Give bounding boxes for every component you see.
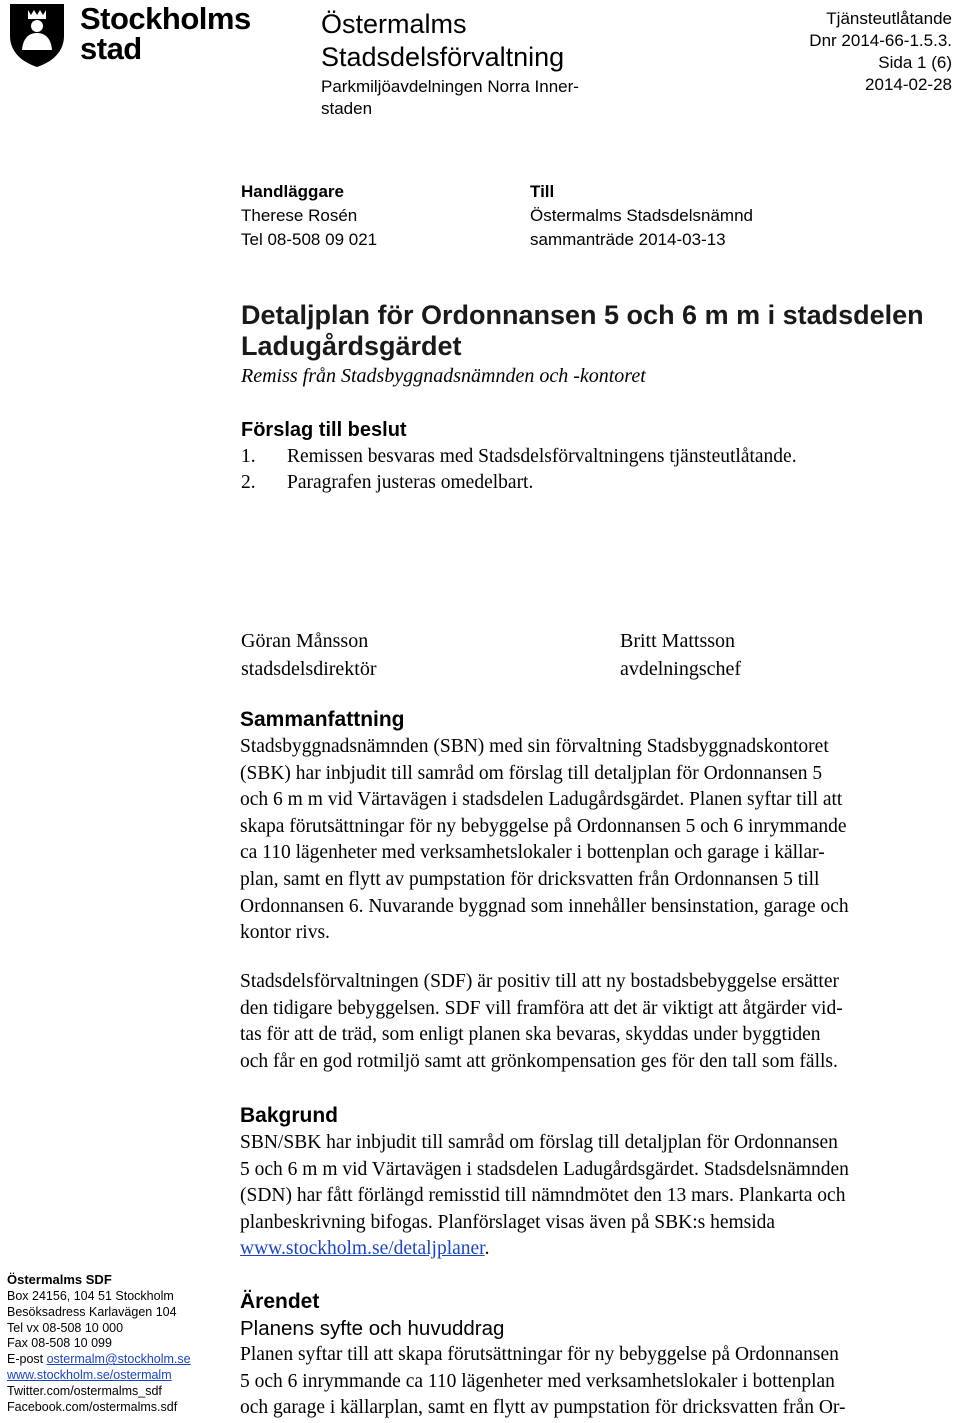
sammanfattning-section (240, 706, 958, 947)
footer-fax: Fax 08-508 10 099 (7, 1336, 112, 1351)
handlaggare-heading: Handläggare (241, 182, 344, 201)
text-line: den tidigare bebyggelsen. SDF vill framföra att det är viktigt att åtgärder vid- (240, 997, 843, 1019)
signature-name: Göran Månsson (241, 630, 369, 652)
text-line: 5 och 6 inrymmande ca 110 lägenheter med verksamhetslokaler i bottenplan (240, 1370, 835, 1392)
sammanfattning-heading: Sammanfattning (240, 708, 405, 731)
stockholms-stad-logo (8, 1, 251, 72)
logo-text-stockholms: Stockholms (80, 1, 251, 36)
text-line: Stadsbyggnadsnämnden (SBN) med sin förvaltning Stadsbyggnadskontoret (240, 736, 829, 757)
document-subtitle: Remiss från Stadsbyggnadsnämnden och -kontoret (241, 365, 646, 387)
footer-heading: Östermalms SDF (7, 1272, 112, 1287)
link-suffix: . (484, 1238, 490, 1260)
signature-title: stadsdelsdirektör (241, 658, 377, 680)
till-meeting: sammanträde 2014-03-13 (530, 230, 726, 249)
signature-director (241, 627, 377, 683)
text-line: skapa förutsättningar för ny bebyggelse på Ordonnansen 5 och 6 inrymmande (240, 815, 847, 837)
footer-web-link[interactable]: www.stockholm.se/ostermalm (7, 1367, 172, 1382)
document-type: Tjänsteutlåtande (826, 9, 952, 28)
arendet-section (240, 1288, 958, 1422)
sammanfattning-paragraph (240, 734, 958, 947)
text-line: SBN/SBK har inbjudit till samråd om förslag till detaljplan för Ordonnansen (240, 1132, 838, 1153)
detaljplaner-link[interactable]: www.stockholm.se/detaljplaner (240, 1238, 485, 1260)
footer-twitter: Twitter.com/ostermalms_sdf (7, 1383, 162, 1398)
footer-phone: Tel vx 08-508 10 000 (7, 1320, 124, 1335)
document-title-line1: Detaljplan för Ordonnansen 5 och 6 m m i stadsdelen (241, 300, 924, 330)
forslag-heading: Förslag till beslut (241, 419, 407, 441)
logo-text-stad: stad (80, 31, 142, 66)
footer-box: Box 24156, 104 51 Stockholm (7, 1289, 174, 1303)
handlaggare-block (241, 180, 377, 252)
document-title-line2: Ladugårdsgärdet (241, 331, 462, 361)
text-line: 5 och 6 m m vid Värtavägen i stadsdelen Ladugårdsgärdet. Stadsdelsnämnden (240, 1158, 849, 1180)
handlaggare-phone: Tel 08-508 09 021 (241, 230, 378, 249)
text-line: (SDN) har fått förlängd remisstid till nämndmötet den 13 mars. Plankarta och (240, 1185, 846, 1207)
text-line: tas för att de träd, som enligt planen ska bevaras, skyddas under byggtiden (240, 1024, 821, 1046)
footer-email-row (7, 1352, 235, 1368)
till-block (530, 180, 753, 252)
text-line: plan, samt en flytt av pumpstation för dricksvatten från Ordonnansen 5 till (240, 868, 820, 890)
text-line: Ordonnansen 6. Nuvarande byggnad som innehåller bensinstation, garage och (240, 895, 849, 917)
footer-email-link[interactable]: ostermalm@stockholm.se (46, 1352, 191, 1367)
list-item (241, 444, 941, 470)
arendet-paragraph (240, 1342, 958, 1422)
document-dnr: Dnr 2014-66-1.5.3. (809, 31, 952, 50)
sdf-paragraph-block (240, 969, 958, 1075)
footer-facebook: Facebook.com/ostermalms.sdf (7, 1399, 178, 1414)
page-number: Sida 1 (6) (878, 53, 952, 72)
text-line: och 6 m m vid Värtavägen i stadsdelen Ladugårdsgärdet. Planen syftar till att (240, 789, 843, 811)
forslag-section (241, 416, 941, 496)
signature-name: Britt Mattsson (620, 630, 736, 652)
org-name-line1: Östermalms (321, 9, 467, 39)
text-line: och får en god rotmiljö samt att grönkompensation ges för den tall som fälls. (240, 1050, 838, 1072)
text-line: kontor rivs. (240, 922, 330, 944)
text-line: och garage i källarplan, samt en flytt av pumpstation för dricksvatten från Or- (240, 1397, 846, 1419)
list-item (241, 470, 941, 496)
list-item-text: Remissen besvaras med Stadsdelsförvaltningens tjänsteutlåtande. (287, 446, 797, 467)
signature-department-head (620, 627, 741, 683)
unit-name-line2: staden (321, 99, 373, 118)
contact-footer (7, 1270, 235, 1415)
text-line: (SBK) har inbjudit till samråd om förslag till detaljplan för Ordonnansen 5 (240, 762, 823, 784)
list-item-text: Paragrafen justeras omedelbart. (287, 472, 534, 493)
city-crest-icon (8, 2, 66, 68)
footer-visit-address: Besöksadress Karlavägen 104 (7, 1304, 177, 1319)
handlaggare-name: Therese Rosén (241, 206, 358, 225)
text-line: ca 110 lägenheter med verksamhetslokaler i bottenplan och garage i källar- (240, 842, 825, 864)
text-line: Planen syftar till att skapa förutsättningar för ny bebyggelse på Ordonnansen (240, 1344, 839, 1365)
till-heading: Till (530, 182, 555, 201)
footer-email-label: E-post (7, 1352, 47, 1367)
till-recipient: Östermalms Stadsdelsnämnd (530, 206, 753, 225)
bakgrund-paragraph (240, 1130, 958, 1263)
bakgrund-section (240, 1102, 958, 1263)
text-line: Stadsdelsförvaltningen (SDF) är positiv till att ny bostadsbebyggelse ersätter (240, 971, 839, 992)
signature-title: avdelningschef (620, 658, 742, 680)
document-title (241, 300, 941, 362)
document-date: 2014-02-28 (865, 75, 952, 94)
text-line: planbeskrivning bifogas. Planförslaget visas även på SBK:s hemsida (240, 1211, 776, 1233)
arendet-heading: Ärendet (240, 1290, 320, 1313)
bakgrund-heading: Bakgrund (240, 1104, 339, 1127)
forslag-list (241, 444, 941, 496)
org-header (321, 8, 621, 120)
document-info (809, 8, 952, 96)
arendet-subheading: Planens syfte och huvuddrag (240, 1317, 505, 1340)
list-item-number: 1. (241, 446, 256, 467)
list-item-number: 2. (241, 472, 256, 493)
sdf-paragraph (240, 969, 958, 1075)
org-name-line2: Stadsdelsförvaltning (321, 42, 565, 72)
document-title-block (241, 300, 941, 390)
unit-name-line1: Parkmiljöavdelningen Norra Inner- (321, 77, 579, 96)
